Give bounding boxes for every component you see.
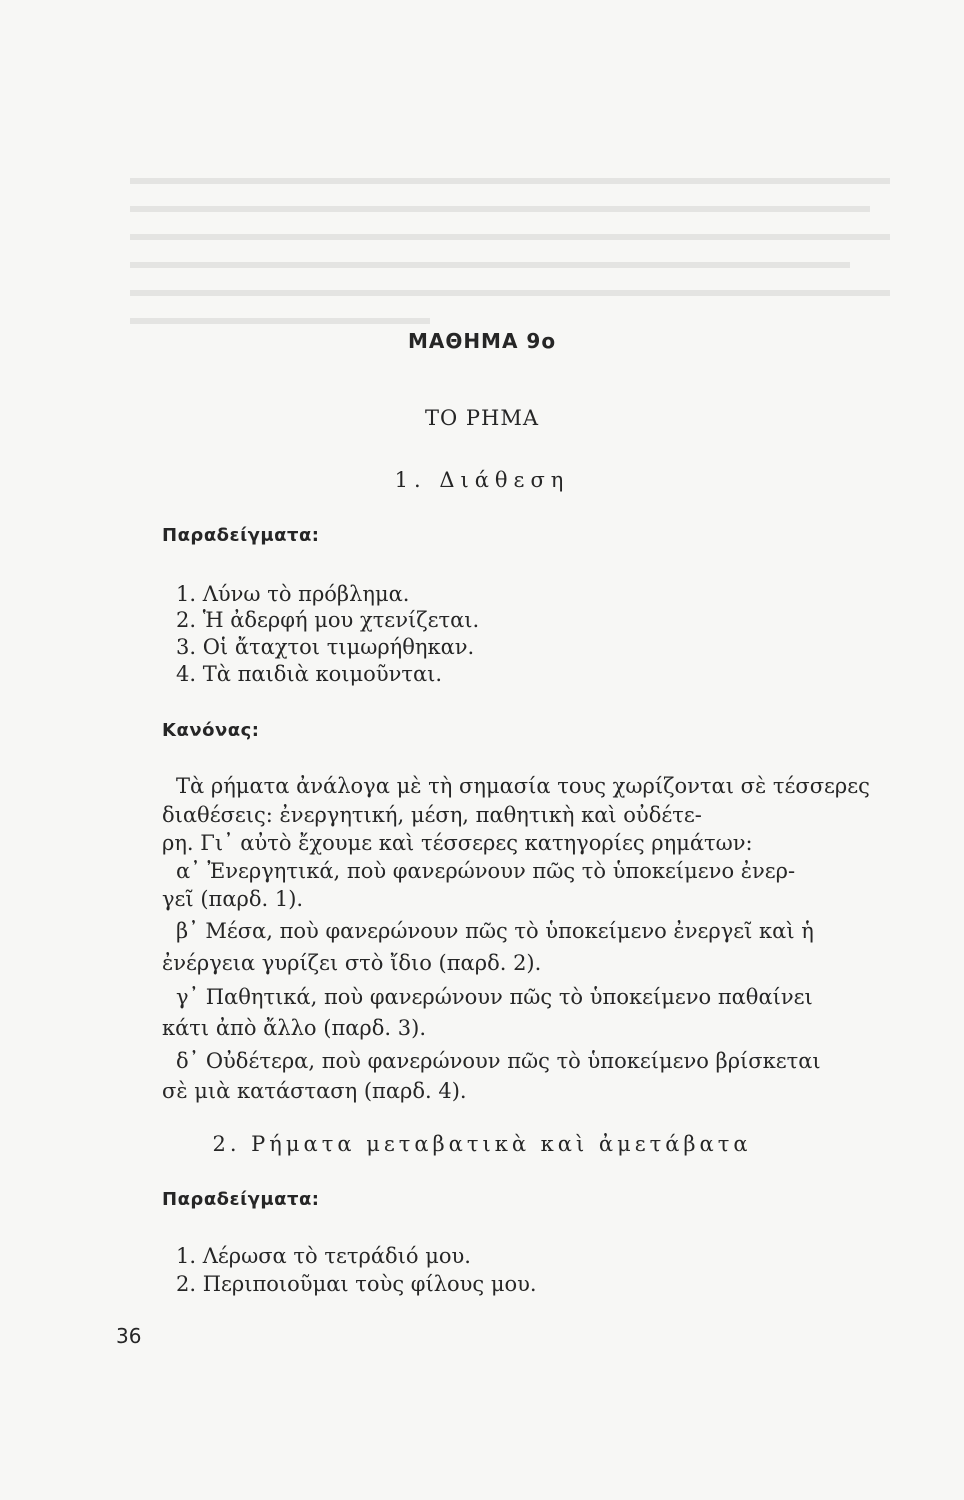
rule-line-11: σὲ μιὰ κατάσταση (παρδ. 4).	[162, 1079, 467, 1103]
example-1-2: 2. Ἡ ἀδερφή μου χτενίζεται.	[176, 608, 480, 632]
page-number: 36	[116, 1324, 142, 1348]
rule-line-1: Τὰ ρήματα ἀνάλογα μὲ τὴ σημασία τους χωρίζονται σὲ τέσσερες	[176, 774, 870, 798]
rule-line-3: ρη. Γι᾽ αὐτὸ ἔχουμε καὶ τέσσερες κατηγορίες ρημάτων:	[162, 831, 753, 855]
rule-line-9: κάτι ἀπὸ ἄλλο (παρδ. 3).	[162, 1016, 426, 1040]
example-1-3: 3. Οἱ ἄταχτοι τιμωρήθηκαν.	[176, 635, 475, 659]
example-2-1: 1. Λέρωσα τὸ τετράδιό μου.	[176, 1244, 471, 1268]
examples-1-heading: Παραδείγματα:	[162, 525, 320, 546]
rule-line-7: ἐνέργεια γυρίζει στὸ ἴδιο (παρδ. 2).	[162, 951, 542, 975]
rule-line-5: γεῖ (παρδ. 1).	[162, 887, 304, 911]
example-2-2: 2. Περιποιοῦμαι τοὺς φίλους μου.	[176, 1272, 537, 1296]
rule-line-10: δ᾽ Οὐδέτερα, ποὺ φανερώνουν πῶς τὸ ὑποκείμενο βρίσκεται	[176, 1049, 821, 1073]
example-1-1: 1. Λύνω τὸ πρόβλημα.	[176, 582, 410, 606]
rule-line-4: α᾽ Ἐνεργητικά, ποὺ φανερώνουν πῶς τὸ ὑποκείμενο ἐνερ-	[176, 859, 796, 883]
rule-heading: Κανόνας:	[162, 720, 260, 741]
lesson-title: ΜΑΘΗΜΑ 9ο	[407, 329, 557, 353]
rule-line-6: β᾽ Μέσα, ποὺ φανερώνουν πῶς τὸ ὑποκείμενο ἐνεργεῖ καὶ ἡ	[176, 919, 814, 943]
section-2-title: 2. Ρήματα μεταβατικὰ καὶ ἀμετάβατα	[212, 1132, 752, 1156]
section-1-title: 1. Διάθεση	[394, 468, 570, 492]
rule-line-8: γ᾽ Παθητικά, ποὺ φανερώνουν πῶς τὸ ὑποκείμενο παθαίνει	[176, 985, 813, 1009]
chapter-title: ΤΟ ΡΗΜΑ	[424, 406, 539, 430]
example-1-4: 4. Τὰ παιδιὰ κοιμοῦνται.	[176, 662, 443, 686]
bleed-through-text	[130, 170, 900, 330]
examples-2-heading: Παραδείγματα:	[162, 1189, 320, 1210]
rule-line-2: διαθέσεις: ἐνεργητική, μέση, παθητικὴ καὶ οὐδέτε-	[162, 803, 702, 827]
